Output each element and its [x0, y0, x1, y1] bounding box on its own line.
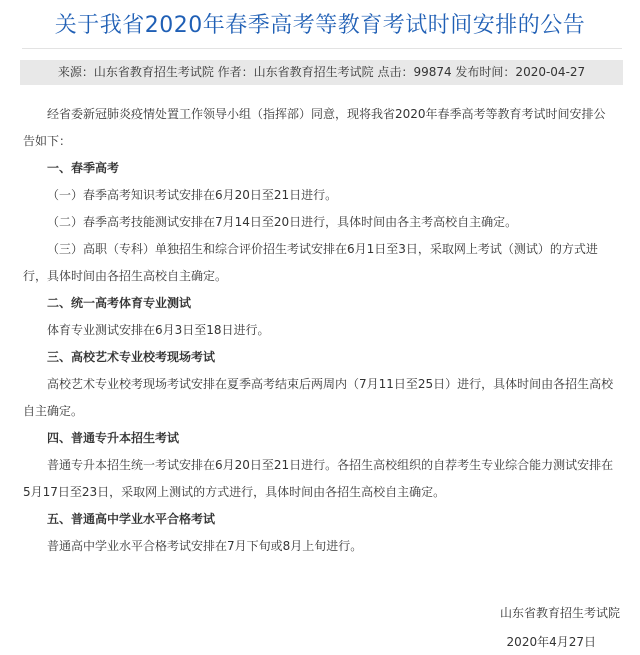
section-heading-upgrade-exam: 四、普通专升本招生考试: [47, 431, 180, 445]
signature-date: 2020年4月27日: [506, 635, 596, 649]
article-meta-bar: 来源：山东省教育招生考试院 作者：山东省教育招生考试院 点击：99874 发布时间：2020-04-27: [20, 60, 623, 85]
section-item: （一）春季高考知识考试安排在6月20日至21日进行。: [47, 188, 338, 202]
section-paragraph: 普通高中学业水平合格考试安排在7月下旬或8月上旬进行。: [47, 539, 363, 553]
signature-organization: 山东省教育招生考试院: [499, 606, 620, 620]
section-paragraph: 普通专升本招生统一考试安排在6月20日至21日进行。各招生高校组织的自荐考生专业综合能力测试安排在5月17日至23日，采取网上测试的方式进行，具体时间由各招生高校自主确定。: [23, 458, 614, 499]
section-paragraph: 体育专业测试安排在6月3日至18日进行。: [47, 323, 270, 337]
section-item: （三）高职（专科）单独招生和综合评价招生考试安排在6月1日至3日，采取网上考试（测试）的方式进行，具体时间由各招生高校自主确定。: [23, 242, 598, 283]
title-divider: [22, 48, 622, 49]
section-heading-sports-test: 二、统一高考体育专业测试: [47, 296, 192, 310]
section-paragraph: 高校艺术专业校考现场考试安排在夏季高考结束后两周内（7月11日至25日）进行，具体时间由各招生高校自主确定。: [23, 377, 614, 418]
section-item: （二）春季高考技能测试安排在7月14日至20日进行，具体时间由各主考高校自主确定。: [47, 215, 518, 229]
intro-paragraph: 经省委新冠肺炎疫情处置工作领导小组（指挥部）同意，现将我省2020年春季高考等教育考试时间安排公告如下：: [23, 107, 606, 148]
section-heading-proficiency-exam: 五、普通高中学业水平合格考试: [47, 512, 216, 526]
section-heading-art-exam: 三、高校艺术专业校考现场考试: [47, 350, 216, 364]
section-heading-spring-exam: 一、春季高考: [47, 161, 120, 175]
page-title: 关于我省2020年春季高考等教育考试时间安排的公告: [54, 13, 586, 38]
article-body: [23, 101, 615, 560]
